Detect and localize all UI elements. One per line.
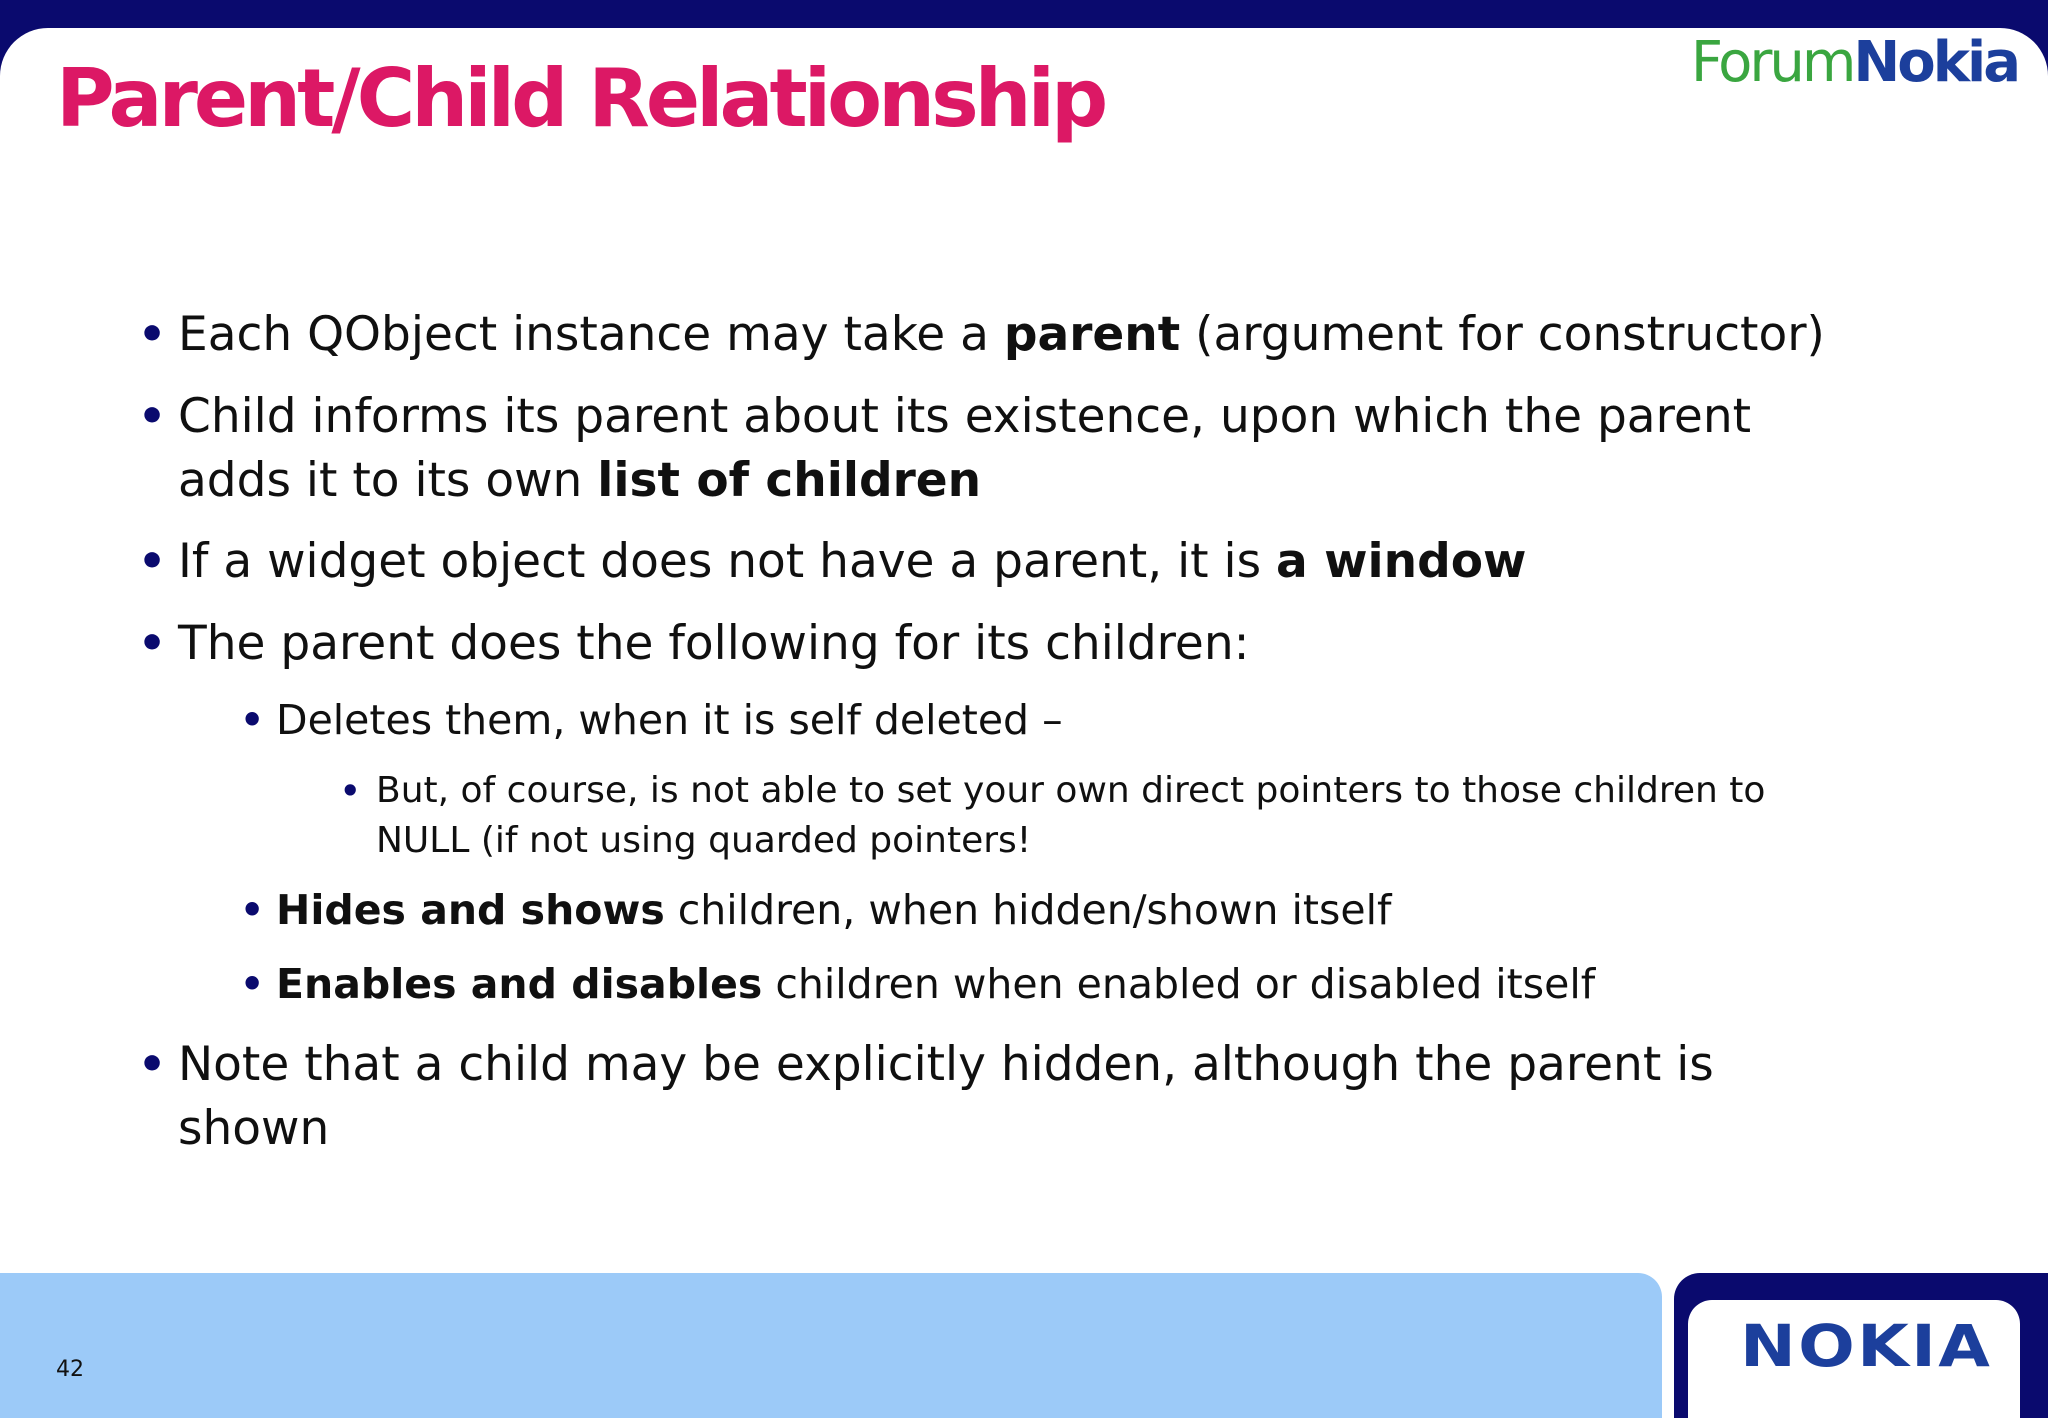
bullet-text: Each QObject instance may take a — [178, 307, 1004, 362]
bullet-text: adds it to its own — [178, 453, 598, 508]
bullet-item — [138, 612, 1250, 676]
bullet-text: (argument for constructor) — [1180, 307, 1825, 362]
nokia-logo: NOKIA — [1740, 1312, 1993, 1380]
bullet-dot: • — [138, 618, 167, 669]
bullet-dot: • — [340, 772, 361, 810]
bullet-dot: • — [240, 888, 265, 932]
bullet-text: But, of course, is not able to set your own direct pointers to those children to — [376, 770, 1766, 811]
bullet-text: children, when hidden/shown itself — [664, 886, 1392, 934]
slide-title: Parent/Child Relationship — [56, 52, 1105, 145]
bullet-text: Deletes them, when it is self deleted – — [276, 696, 1063, 744]
bullet-item — [138, 530, 1527, 594]
bullet-text: The parent does the following for its children: — [178, 616, 1250, 671]
bullet-dot: • — [240, 698, 265, 742]
forum-logo-text: Forum — [1690, 30, 1854, 95]
nokia-logo-text: Nokia — [1853, 30, 2018, 95]
bullet-item — [138, 385, 1752, 513]
bullet-text: shown — [178, 1101, 330, 1156]
forum-nokia-logo — [1691, 30, 2018, 95]
footer-bar — [0, 1273, 1662, 1418]
bullet-text-bold: parent — [1003, 307, 1181, 362]
bullet-dot: • — [138, 1039, 167, 1090]
sub-bullet-item — [240, 956, 1596, 1012]
sub-bullet-item — [240, 692, 1063, 748]
bullet-dot: • — [240, 962, 265, 1006]
bullet-text-bold: list of children — [597, 453, 982, 508]
sub-sub-bullet-item — [340, 766, 1766, 866]
bullet-item — [138, 303, 1825, 367]
page-number: 42 — [56, 1357, 84, 1382]
bullet-text-bold: Enables and disables — [276, 960, 763, 1008]
bullet-text: Note that a child may be explicitly hidden, although the parent is — [178, 1037, 1714, 1092]
bullet-dot: • — [138, 391, 167, 442]
sub-bullet-item — [240, 882, 1392, 938]
bullet-text-bold: Hides and shows — [276, 886, 665, 934]
bullet-text-bold: a window — [1276, 534, 1527, 589]
bullet-text: children when enabled or disabled itself — [762, 960, 1596, 1008]
bullet-text: If a widget object does not have a parent, it is — [178, 534, 1277, 589]
bullet-dot: • — [138, 536, 167, 587]
bullet-text: Child informs its parent about its existence, upon which the parent — [178, 389, 1752, 444]
bullet-dot: • — [138, 309, 167, 360]
bullet-item — [138, 1033, 1714, 1161]
bullet-text: NULL (if not using quarded pointers! — [376, 820, 1032, 861]
